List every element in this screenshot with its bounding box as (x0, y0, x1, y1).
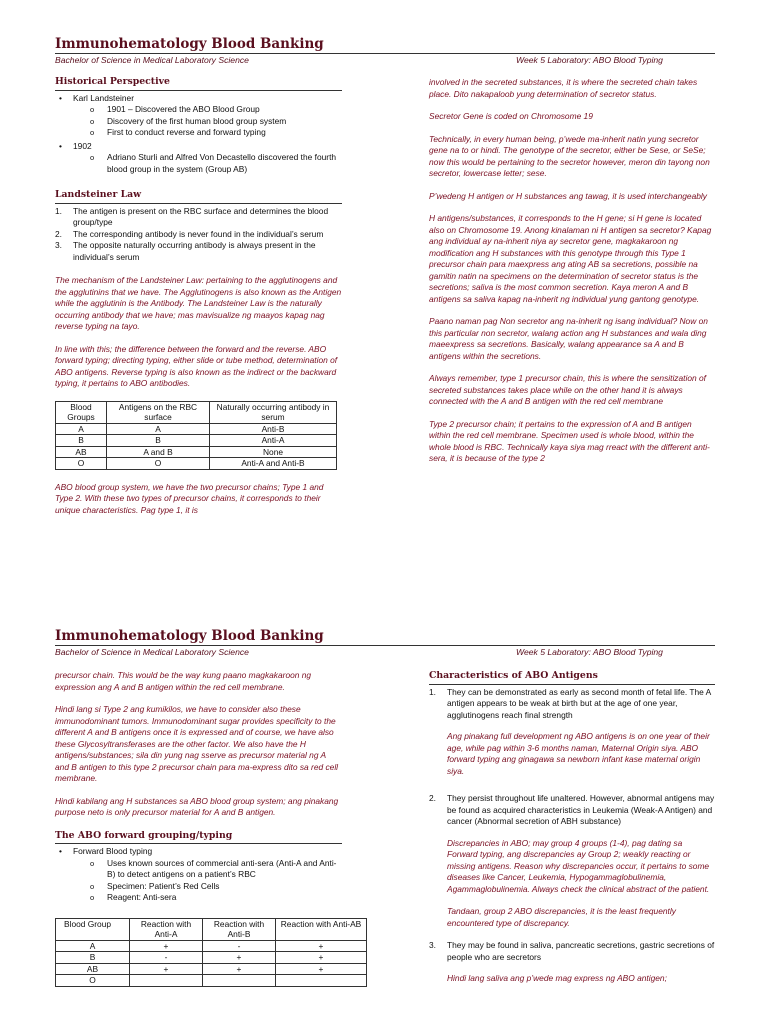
page-subtitle: Bachelor of Science in Medical Laboratory Science (55, 55, 249, 65)
table-cell: - (203, 940, 276, 952)
table-cell: Anti-A (210, 435, 337, 447)
section-heading: Historical Perspective (55, 76, 342, 91)
table-row (56, 963, 367, 975)
table-cell: A and B (107, 446, 210, 458)
list-item: o Specimen: Patient’s Red Cells (55, 881, 342, 893)
table-row (56, 446, 337, 458)
page-title: Immunohematology Blood Banking (55, 628, 324, 644)
table-cell: AB (56, 446, 107, 458)
paragraph: Paano naman pag Non secretor ang na-inherit ng isang individual? Now on this particular non secretor, walang action ang H substances and wala ding maeexpress sa secretions. Basically, walang appearance sa A and B antigens within the secretions. (429, 316, 708, 361)
table-header: Naturally occurring antibody in serum (210, 401, 337, 423)
left-column (55, 76, 342, 527)
paragraph: Hindi lang saliva ang p’wede mag express ng ABO antigen; (447, 973, 667, 983)
paragraph: Hindi kabilang ang H substances sa ABO blood group system; ang pinakang purpose neto is only precursor material for A and B antigen. (55, 795, 339, 817)
table-header-row (56, 401, 337, 423)
list-item-text: They can be demonstrated as early as second month of fetal life. The A antigen appears to be weak at birth but at the age of one year, agglutinogens reach final strength (447, 686, 711, 720)
list-item: 2. The corresponding antibody is never found in the individual’s serum (55, 228, 324, 239)
list-item: 3. They may be found in saliva, pancreatic secretions, gastric secretions of people who are secretors (429, 940, 715, 962)
document-page-2 (0, 620, 768, 1024)
list-item: o First to conduct reverse and forward typing (55, 127, 342, 139)
left-column (55, 670, 362, 987)
table-cell: A (107, 423, 210, 435)
table-cell: + (130, 963, 203, 975)
paragraph: In line with this; the difference between the forward and the reverse. ABO forward typing; directing typing, either slide or tube method, determination of ABO antigens. Reverse typing is also known as the indirect or the backward typing, it pertains to ABO antibodies. (55, 343, 338, 388)
table-cell: + (130, 940, 203, 952)
table-row (56, 940, 367, 952)
table-row (56, 975, 367, 987)
list-item: o Adriano Sturli and Alfred Von Decastello discovered the fourth blood group in the system (Group AB) (55, 152, 342, 175)
antigen-antibody-table (55, 401, 337, 470)
table-cell: B (107, 435, 210, 447)
paragraph: P’wedeng H antigen or H substances ang tawag, it is used interchangeably (429, 190, 707, 201)
paragraph: Secretor Gene is coded on Chromosome 19 (429, 111, 593, 121)
table-cell: B (56, 952, 130, 964)
table-header-row (56, 918, 367, 940)
list-item: 1. The antigen is present on the RBC surface and determines the blood group/type (55, 205, 329, 227)
list-item: o Discovery of the first human blood group system (55, 116, 342, 128)
table-cell (130, 975, 203, 987)
paragraph: Type 2 precursor chain; it pertains to the expression of A and B antigen within the red cell membrane. Specimen used is whole blood, within the whole blood is RBC. Technically kaya siya mag rreact with the different anti-sera, it is because of the type 2 (429, 418, 710, 463)
table-cell: O (56, 458, 107, 470)
list-item-text: The antigen is present on the RBC surface and determines the blood group/type (73, 205, 329, 227)
section-heading: Characteristics of ABO Antigens (429, 670, 715, 685)
bullet-list (55, 93, 342, 176)
table-header: Blood Group (56, 918, 130, 940)
header-rule (55, 645, 715, 646)
list-item-text: They may be found in saliva, pancreatic secretions, gastric secretions of people who are secretors (447, 940, 715, 962)
table-cell: A (56, 940, 130, 952)
table-cell: Anti-B (210, 423, 337, 435)
paragraph: precursor chain. This would be the way kung paano magkakaroon ng expression ang A and B antigen within the red cell membrane. (55, 670, 312, 692)
paragraph: Tandaan, group 2 ABO discrepancies, it is the least frequently encountered type of discrepancy. (447, 906, 676, 928)
table-row (56, 952, 367, 964)
table-cell: + (203, 963, 276, 975)
list-item: • 1902 (55, 141, 342, 153)
paragraph: involved in the secreted substances, it is where the secreted chain takes place. Dito nakapaloob yung determination of secretor status. (429, 77, 698, 99)
list-item-text: They persist throughout life unaltered. However, abnormal antigens may be found as acquired characteristics in Leukemia (Weak-A Antigen) and cancer (Abnormal secretion of ABH substance) (447, 793, 715, 826)
paragraph: Technically, in every human being, p’wede ma-inherit natin yung secretor gene na to or hindi. The genotype of the secretor, either be Sese, or SeSe; now this would be pertaining to the secretor however, meron din tayong non secretor, lowercase letter; sese. (429, 133, 710, 178)
header-rule (55, 53, 715, 54)
table-cell: + (276, 952, 367, 964)
week-label: Week 5 Laboratory: ABO Blood Typing (516, 55, 663, 65)
list-item-text: The opposite naturally occurring antibody is always present in the individual’s serum (73, 240, 316, 262)
table-header: Blood Groups (56, 401, 107, 423)
paragraph: Discrepancies in ABO; may group 4 groups (1-4), pag dating sa Forward typing, ang discrepancies ay Group 2; weakly reacting or missing antigens. Reason why discrepancies occur, it pertains to some diseases like Cancer, Leukemia, Hypogammaglobulinemia, Agammaglobulinemia. Always check the clinical abstract of the patient. (447, 837, 710, 894)
table-cell (203, 975, 276, 987)
table-header: Reaction with Anti-A (130, 918, 203, 940)
page-subtitle: Bachelor of Science in Medical Laboratory Science (55, 647, 249, 657)
list-item: • Karl Landsteiner (55, 93, 342, 105)
bullet-list (55, 846, 342, 904)
week-label: Week 5 Laboratory: ABO Blood Typing (516, 647, 663, 657)
list-item: 1. They can be demonstrated as early as second month of fetal life. The A antigen appears to be weak at birth but at the age of one year, agglutinogens reach final strength (429, 686, 711, 720)
list-item: o Uses known sources of commercial anti-sera (Anti-A and Anti-B) to detect antigens on a patient’s RBC (55, 858, 342, 881)
page-title: Immunohematology Blood Banking (55, 36, 324, 52)
table-cell: + (276, 963, 367, 975)
table-cell: + (203, 952, 276, 964)
right-column (429, 670, 715, 996)
table-cell: O (107, 458, 210, 470)
table-cell: + (276, 940, 367, 952)
list-item-text: The corresponding antibody is never found in the individual’s serum (73, 228, 324, 239)
paragraph: H antigens/substances, it corresponds to the H gene; si H gene is located also on Chromosome 19. Anong kinalaman ni H antigen sa secretor? Kapag ang individual ay na-inherit niya ay secretor gene, magkakaroon ng modification ang H substances with this genotype through this Type 1 precursor chain para maexpress ang ating AB sa secretions, possible na gamitin natin na specimens on the determination of secretor status is the secretions; saliva is the most common secretion. Kaya meron A and B antigens sa saliva kapag na-inherit ng individual yung gantong genotype. (429, 213, 712, 304)
table-cell: AB (56, 963, 130, 975)
table-cell: Anti-A and Anti-B (210, 458, 337, 470)
section-heading: Landsteiner Law (55, 189, 342, 204)
numbered-list (55, 206, 342, 264)
paragraph: The mechanism of the Landsteiner Law: pertaining to the agglutinogens and the agglutinins that we have. The Agglutinogens is also known as the Antigen while the agglutinin is the Antibody. The Landsteiner Law is the naturally occurring antibody that we have; mas mavisualize ng maayos kapag nag reverse typing na tayo. (55, 275, 342, 331)
table-cell: - (130, 952, 203, 964)
table-cell: O (56, 975, 130, 987)
list-item: o Reagent: Anti-sera (55, 892, 342, 904)
list-item: • Forward Blood typing (55, 846, 342, 858)
list-item: 2. They persist throughout life unaltered. However, abnormal antigens may be found as acquired characteristics in Leukemia (Weak-A Antigen) and cancer (Abnormal secretion of ABH substance) (429, 793, 715, 826)
table-row (56, 423, 337, 435)
forward-typing-table (55, 918, 367, 987)
right-column (429, 77, 715, 476)
paragraph: ABO blood group system, we have the two precursor chains; Type 1 and Type 2. With these two types of precursor chains, it corresponds to their unique characteristics. Pag type 1, it is (55, 481, 324, 515)
table-row (56, 435, 337, 447)
paragraph: Ang pinakang full development ng ABO antigens is on one year of their age, while pag within 3-6 months naman, Maternal Origin siya. ABO forward typing ang ginagawa sa newborn infant kase maternal origin siya. (447, 731, 710, 776)
table-cell: None (210, 446, 337, 458)
table-cell: B (56, 435, 107, 447)
table-header: Reaction with Anti-B (203, 918, 276, 940)
table-row (56, 458, 337, 470)
list-item: o 1901 – Discovered the ABO Blood Group (55, 104, 342, 116)
section-heading: The ABO forward grouping/typing (55, 830, 342, 845)
paragraph: Hindi lang si Type 2 ang kumikilos, we have to consider also these immunodominant tumors. Immunodominant sugar provides specificity to the different A and B antigens once it is expressed and of course, we have also these Glycosyltransferases are the other factor. We also have the H antigens/substances; sila din yung nag sserve as precursor material ng A and B antigen to this type 2 precursor chain para ma-express dito sa red cell membrane. (55, 704, 339, 783)
table-cell: A (56, 423, 107, 435)
list-item: 3. The opposite naturally occurring antibody is always present in the individual’s serum (55, 240, 316, 262)
paragraph: Always remember, type 1 precursor chain, this is where the sensitization of secreted substances takes place while on the other hand it is always connected with the A and B antigen with the red cell membrane (429, 373, 706, 406)
table-header: Reaction with Anti-AB (276, 918, 367, 940)
table-header: Antigens on the RBC surface (107, 401, 210, 423)
table-cell (276, 975, 367, 987)
